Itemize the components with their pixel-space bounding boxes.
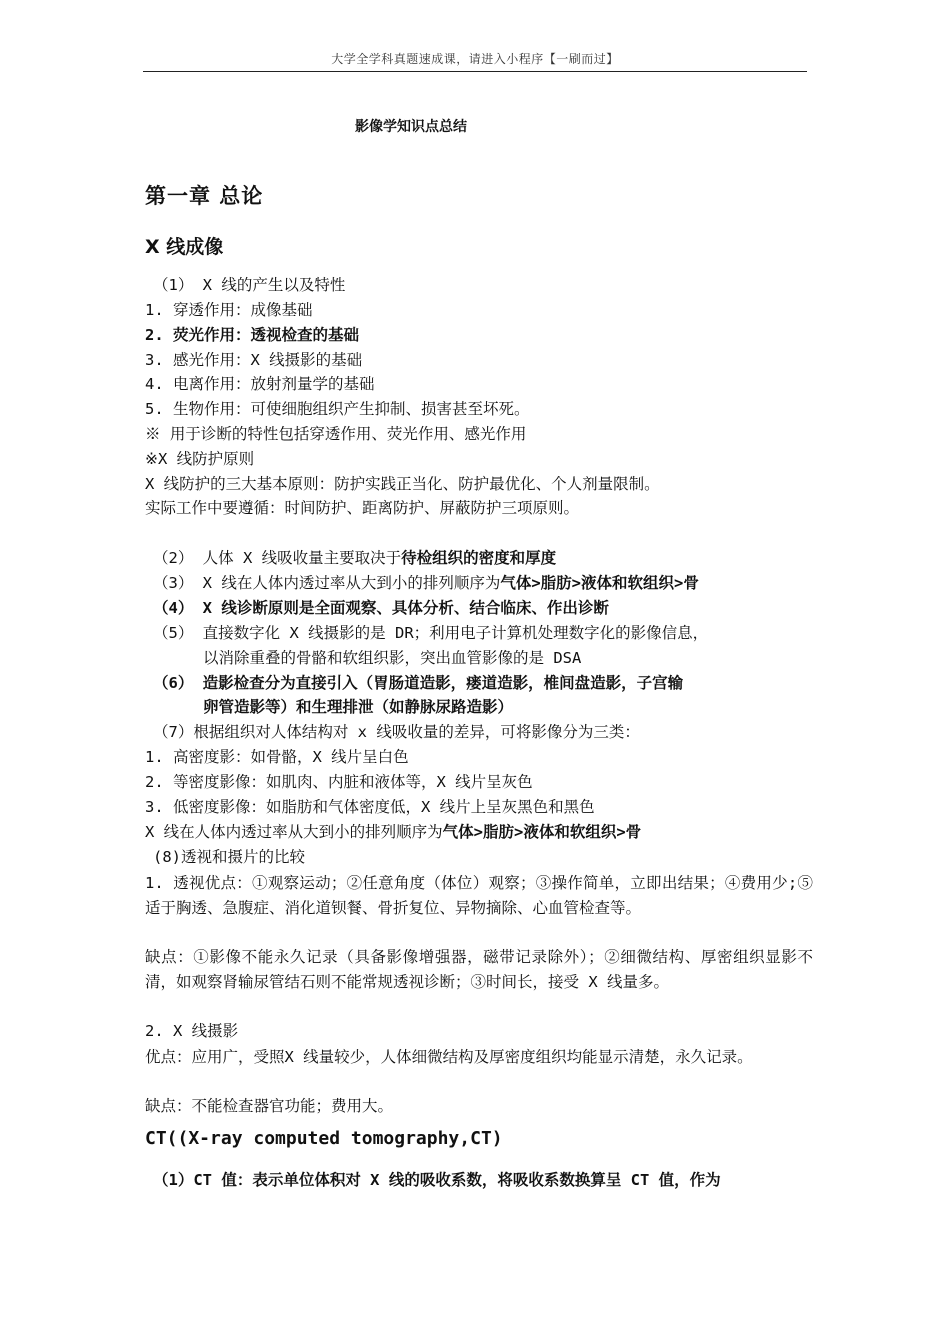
text-line: 2. X 线摄影 — [145, 1022, 239, 1040]
text-line-bold — [153, 672, 683, 694]
bold-text: （6） 造影检查分为直接引入（胃肠道造影，瘘道造影，椎间盘造影，子宫输 — [153, 674, 684, 692]
text-line: （1） X 线的产生以及特性 — [153, 276, 346, 294]
text-line-bold — [203, 696, 513, 718]
text-span: X 线在人体内透过率从大到小的排列顺序为 — [145, 823, 443, 841]
section-heading-ct: CT((X-ray computed tomography,CT) — [145, 1128, 503, 1149]
text-line: 5. 生物作用：可使细胞组织产生抑制、损害甚至坏死。 — [145, 400, 530, 418]
text-line: 1. 穿透作用：成像基础 — [145, 301, 313, 319]
text-line: ※ 用于诊断的特性包括穿透作用、荧光作用、感光作用 — [145, 425, 527, 443]
text-line: 缺点：不能检查器官功能；费用大。 — [145, 1097, 394, 1115]
text-line: （5） 直接数字化 X 线摄影的是 DR；利用电子计算机处理数字化的影像信息， — [153, 624, 709, 642]
text-span: （2） 人体 X 线吸收量主要取决于 — [153, 549, 402, 567]
paragraph: 1. 透视优点：①观察运动；②任意角度（体位）观察；③操作简单，立即出结果；④费用少;⑤适于胸透、急腹症、消化道钡餐、骨折复位、异物摘除、心血管检查等。 — [145, 874, 813, 917]
text-line — [153, 547, 556, 569]
text-line-bold — [153, 1169, 721, 1191]
bold-text: 卵管造影等）和生理排泄（如静脉尿路造影） — [203, 698, 514, 716]
text-line: 1. 高密度影：如骨骼，X 线片呈白色 — [145, 748, 409, 766]
text-line: 实际工作中要遵循：时间防护、距离防护、屏蔽防护三项原则。 — [145, 499, 580, 517]
paragraph: 缺点：①影像不能永久记录（具备影像增强器，磁带记录除外）；②细微结构、厚密组织显影不清，如观察肾输尿管结石则不能常规透视诊断；③时间长，接受 X 线量多。 — [145, 948, 813, 991]
paragraph: 优点：应用广，受照X 线量较少，人体细微结构及厚密度组织均能显示清楚，永久记录。 — [145, 1048, 753, 1066]
bold-text: （1）CT 值：表示单位体积对 X 线的吸收系数，将吸收系数换算呈 CT 值，作为 — [153, 1171, 721, 1189]
text-line-bold — [145, 324, 359, 346]
text-line: （7）根据组织对人体结构对 x 线吸收量的差异，可将影像分为三类： — [153, 723, 640, 741]
bold-text: 气体>脂肪>液体和软组织>骨 — [442, 823, 642, 841]
text-line — [145, 821, 641, 843]
page-header: 大学全学科真题速成课，请进入小程序【一刷而过】 — [331, 52, 619, 66]
text-line: 4. 电离作用：放射剂量学的基础 — [145, 375, 375, 393]
section-heading-xray: X 线成像 — [145, 236, 224, 258]
text-line-bold — [153, 597, 609, 619]
text-line: ※X 线防护原则 — [145, 450, 255, 468]
text-line: X 线防护的三大基本原则：防护实践正当化、防护最优化、个人剂量限制。 — [145, 475, 660, 493]
bold-text: 2. 荧光作用：透视检查的基础 — [145, 326, 359, 344]
text-line: 3. 感光作用：X 线摄影的基础 — [145, 351, 363, 369]
text-line — [153, 572, 699, 594]
chapter-heading: 第一章 总论 — [145, 183, 264, 208]
text-span: （3） X 线在人体内透过率从大到小的排列顺序为 — [153, 574, 501, 592]
text-line: (8)透视和摄片的比较 — [153, 848, 305, 866]
bold-text: 气体>脂肪>液体和软组织>骨 — [500, 574, 699, 592]
text-line: 3. 低密度影像：如脂肪和气体密度低，X 线片上呈灰黑色和黑色 — [145, 798, 595, 816]
text-line: 以消除重叠的骨骼和软组织影，突出血管影像的是 DSA — [203, 649, 582, 667]
document-title: 影像学知识点总结 — [355, 119, 467, 135]
bold-text: （4） X 线诊断原则是全面观察、具体分析、结合临床、作出诊断 — [153, 599, 609, 617]
bold-text: 待检组织的密度和厚度 — [401, 549, 557, 567]
header-divider — [143, 71, 807, 72]
text-line: 2. 等密度影像：如肌肉、内脏和液体等，X 线片呈灰色 — [145, 773, 533, 791]
